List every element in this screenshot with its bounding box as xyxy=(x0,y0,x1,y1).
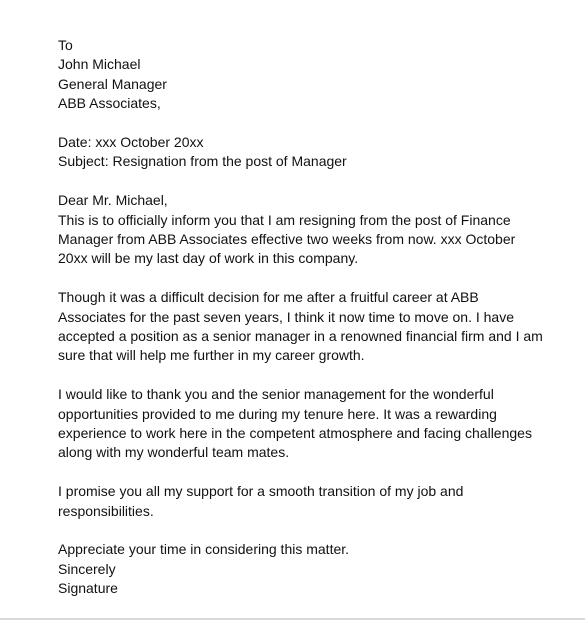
spacer xyxy=(58,366,558,385)
signature: Signature xyxy=(58,580,118,597)
spacer xyxy=(58,521,558,540)
spacer xyxy=(58,172,558,191)
spacer xyxy=(58,463,558,482)
resignation-letter xyxy=(58,36,558,599)
letter-date: Date: xxx October 20xx xyxy=(58,134,204,151)
spacer xyxy=(58,269,558,288)
body-paragraph-1: This is to officially inform you that I am resigning from the post of Finance Manager from ABB Associates effective two weeks from now. xxx October 20xx will be my last day of work in this company. xyxy=(58,211,516,267)
spacer xyxy=(58,114,558,133)
recipient-title: General Manager xyxy=(58,75,167,92)
recipient-company: ABB Associates, xyxy=(58,95,161,112)
body-paragraph-2: Though it was a difficult decision for me after a fruitful career at ABB Associates for the past seven years, I think it now time to move on. I have accepted a position as a senior manager in a renowned financial firm and I am sure that will help me further in my career growth. xyxy=(58,289,543,364)
body-paragraph-4: I promise you all my support for a smooth transition of my job and responsibilities. xyxy=(58,483,464,519)
recipient-to: To xyxy=(58,37,73,53)
recipient-block xyxy=(58,36,558,114)
body-paragraph-3: I would like to thank you and the senior management for the wonderful opportunities provided to me during my tenure here. It was a rewarding experience to work here in the competent atmosphere and facing challenges along with my wonderful team mates. xyxy=(58,386,532,461)
letter-subject: Subject: Resignation from the post of Manager xyxy=(58,153,347,170)
recipient-name: John Michael xyxy=(58,56,141,73)
closing-appreciation: Appreciate your time in considering this matter. xyxy=(58,541,350,558)
closing-sign-off: Sincerely xyxy=(58,560,116,577)
salutation: Dear Mr. Michael, xyxy=(58,192,168,209)
